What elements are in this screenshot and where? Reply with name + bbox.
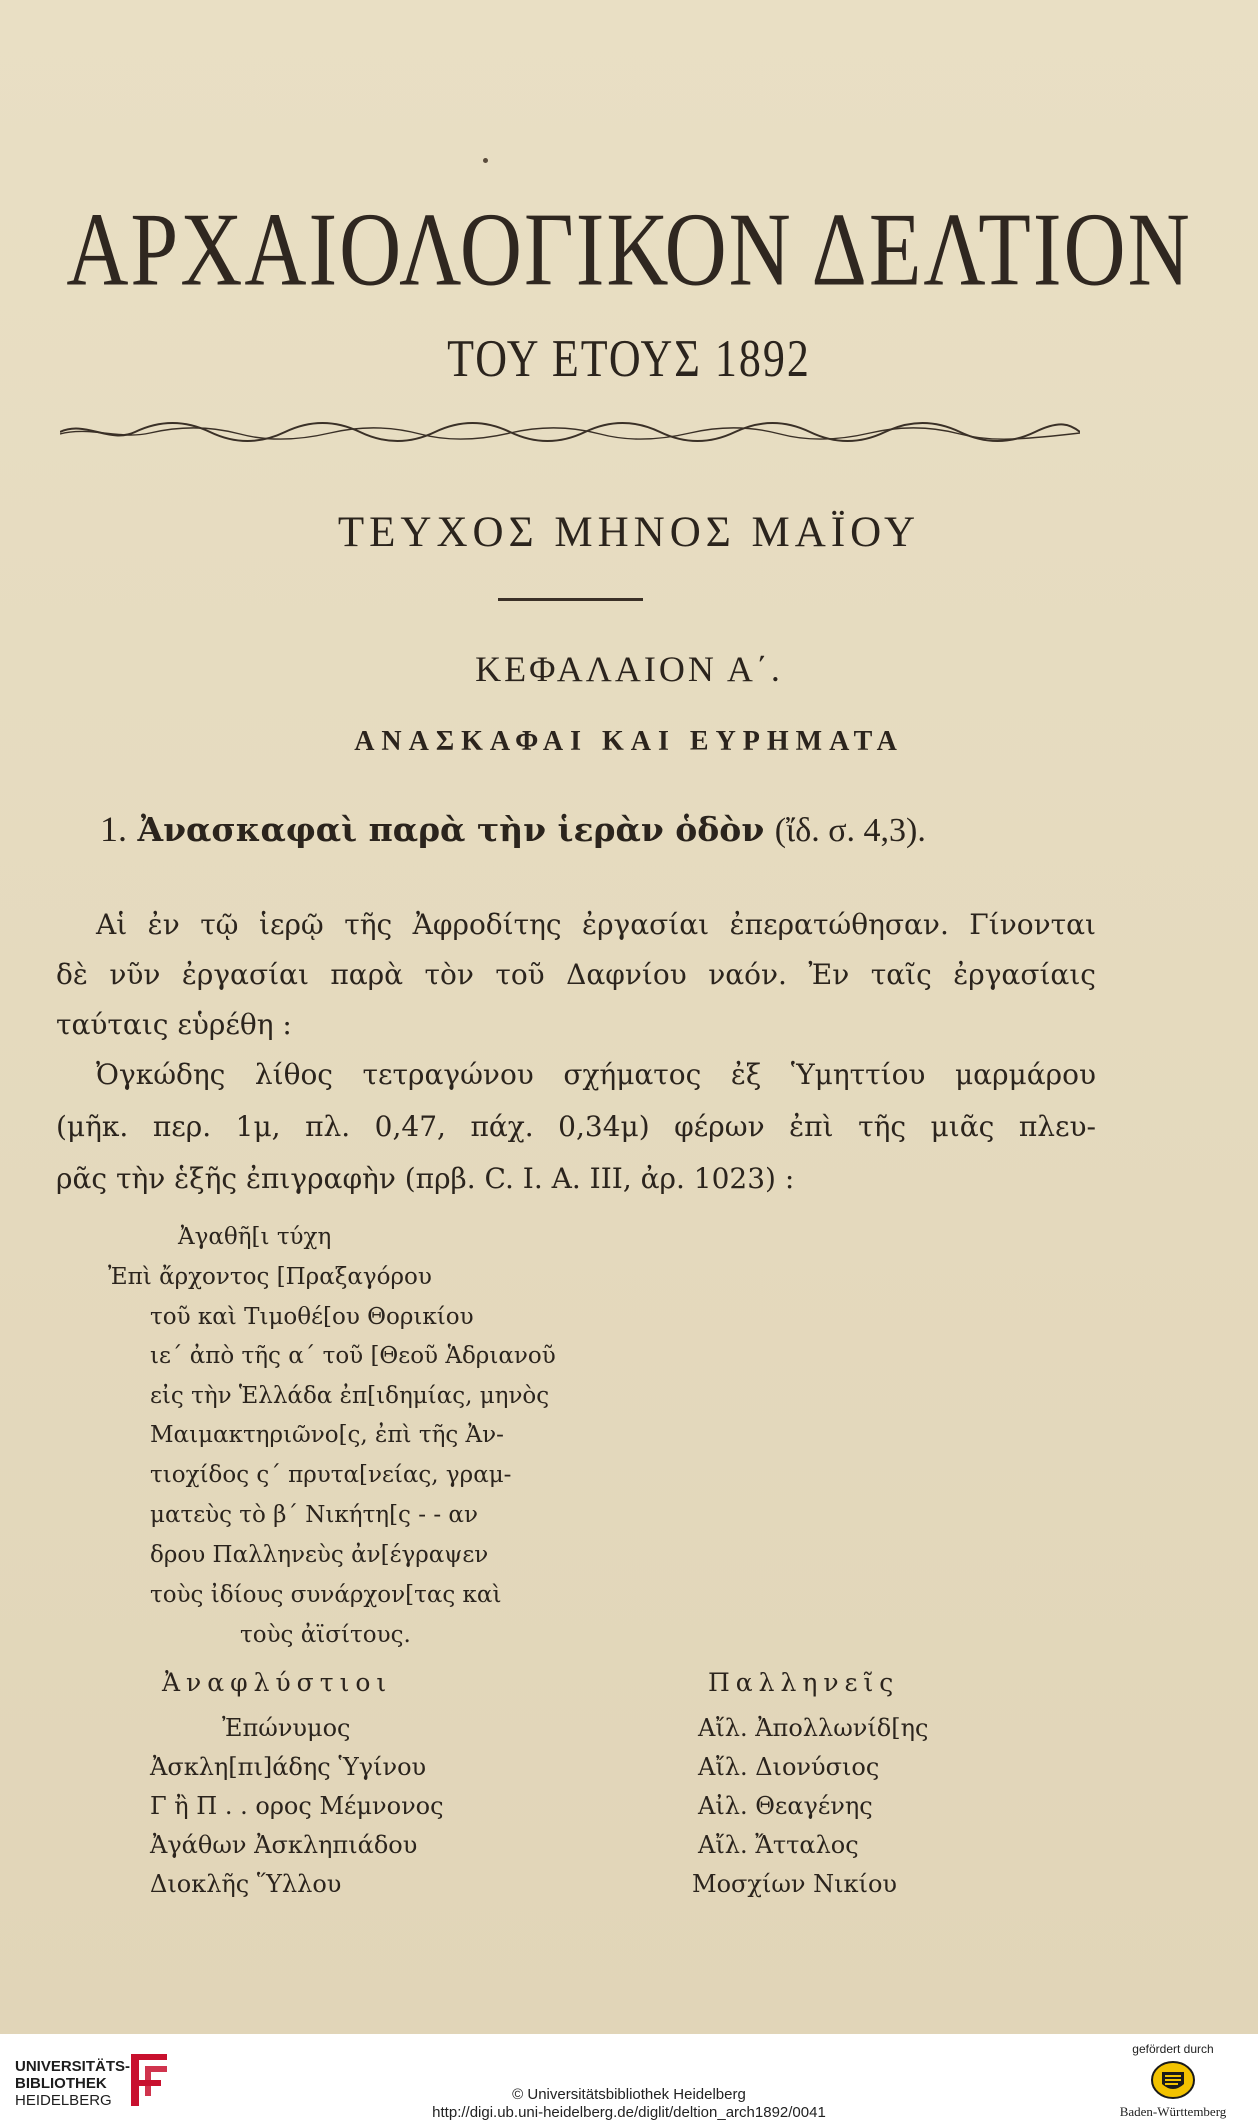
copyright-notice: © Universitätsbibliothek Heidelberg — [512, 2086, 746, 2103]
paragraph-line: ρᾶς τὴν ἑξῆς ἐπιγραφὴν (πρβ. C. I. A. III, ἀρ. 1023) : — [56, 1162, 795, 1195]
left-list-item: Γ ἢ Π . . ορος Μέμνονος — [150, 1792, 444, 1820]
left-list-item: Ἀσκλη[πι]άδης Ὑγίνου — [150, 1753, 427, 1781]
inscription-line: δρου Παλληνεὺς ἀν[έγραψεν — [150, 1542, 489, 1568]
inscription-line: τοὺς ἰδίους συνάρχον[τας καὶ — [150, 1582, 502, 1608]
inscription-line: Ἐπὶ ἄρχοντος [Πραξαγόρου — [108, 1264, 432, 1290]
left-list-item: Διοκλῆς Ὕλλου — [150, 1870, 342, 1898]
paragraph-line: (μῆκ. περ. 1μ, πλ. 0,47, πάχ. 0,34μ) φέρων ἐπὶ τῆς μιᾶς πλευ- — [56, 1110, 1096, 1143]
viewer-footer — [0, 2034, 1258, 2125]
paragraph-line: Αἱ ἐν τῷ ἱερῷ τῆς Ἀφροδίτης ἐργασίαι ἐπερατώθησαν. Γίνονται — [96, 908, 1096, 941]
paragraph-line: δὲ νῦν ἐργασίαι παρὰ τὸν τοῦ Δαφνίου ναόν. Ἐν ταῖς ἐργασίαις — [56, 958, 1096, 991]
chapter-subheading: ΑΝΑΣΚΑΦΑΙ ΚΑΙ ΕΥΡΗΜΑΤΑ — [354, 726, 904, 757]
sponsor-name: Baden-Württemberg — [1119, 2104, 1227, 2119]
library-name-line: BIBLIOTHEK — [15, 2075, 107, 2092]
baden-wuerttemberg-coat-of-arms-icon[interactable] — [1150, 2060, 1196, 2100]
sponsor-label: gefördert durch — [1132, 2042, 1214, 2056]
short-rule — [498, 598, 643, 601]
paragraph-line: Ὀγκώδης λίθος τετραγώνου σχήματος ἐξ Ὑμηττίου μαρμάρου — [96, 1058, 1096, 1091]
inscription-line: τοῦ καὶ Τιμοθέ[ου Θορικίου — [150, 1304, 474, 1330]
section-title: Ἀνασκαφαὶ παρὰ τὴν ἱερὰν ὁδὸν — [137, 810, 765, 849]
ornamental-wave-divider — [60, 420, 1080, 444]
inscription-line: τοὺς ἀϊσίτους. — [240, 1622, 411, 1648]
inscription-line: Μαιμακτηριῶνο[ς, ἐπὶ τῆς Ἀν- — [150, 1422, 504, 1448]
section-heading — [100, 808, 926, 850]
permalink[interactable]: http://digi.ub.uni-heidelberg.de/diglit/deltion_arch1892/0041 — [432, 2104, 826, 2121]
ink-dot — [483, 158, 488, 163]
section-reference: (ἴδ. σ. 4,3). — [774, 812, 926, 849]
right-list-item: Αἴλ. Διονύσιος — [698, 1753, 880, 1781]
journal-title: ΑΡΧΑΙΟΛΟΓΙΚΟΝ ΔΕΛΤΙΟΝ — [66, 190, 1192, 308]
library-name-line: HEIDELBERG — [15, 2092, 112, 2109]
right-list-heading: Παλληνεῖς — [708, 1668, 900, 1697]
right-list-item: Αἴλ. Ἀπολλωνίδ[ης — [698, 1714, 929, 1742]
inscription-line: ιε΄ ἀπὸ τῆς α΄ τοῦ [Θεοῦ Ἁδριανοῦ — [150, 1343, 556, 1369]
inscription-line: ματεὺς τὸ β΄ Νικήτη[ς - - αν — [150, 1502, 478, 1528]
library-name-line: UNIVERSITÄTS- — [15, 2058, 131, 2075]
inscription-line: εἰς τὴν Ἑλλάδα ἐπ[ιδημίας, μηνὸς — [150, 1383, 550, 1409]
right-list-item: Αἰλ. Θεαγένης — [698, 1792, 873, 1820]
left-list-heading: Ἀναφλύστιοι — [162, 1668, 393, 1697]
left-list-item: Ἐπώνυμος — [222, 1714, 351, 1742]
right-list-item: Αἴλ. Ἄτταλος — [698, 1831, 859, 1859]
paragraph-line: ταύταις εὑρέθη : — [56, 1008, 292, 1041]
left-list-item: Ἀγάθων Ἀσκληπιάδου — [150, 1831, 418, 1859]
inscription-line: Ἀγαθῆ[ι τύχη — [178, 1224, 332, 1250]
right-list-item: Μοσχίων Νικίου — [692, 1870, 898, 1898]
inscription-line: τιοχίδος ς΄ πρυτα[νείας, γραμ- — [150, 1462, 512, 1488]
chapter-heading: ΚΕΦΑΛΑΙΟΝ Α΄. — [475, 649, 783, 689]
section-number: 1. — [100, 809, 127, 849]
journal-year: ΤΟΥ ΕΤΟΥΣ 1892 — [447, 329, 811, 388]
issue-heading: ΤΕΥΧΟΣ ΜΗΝΟΣ ΜΑΪΟΥ — [337, 509, 921, 556]
